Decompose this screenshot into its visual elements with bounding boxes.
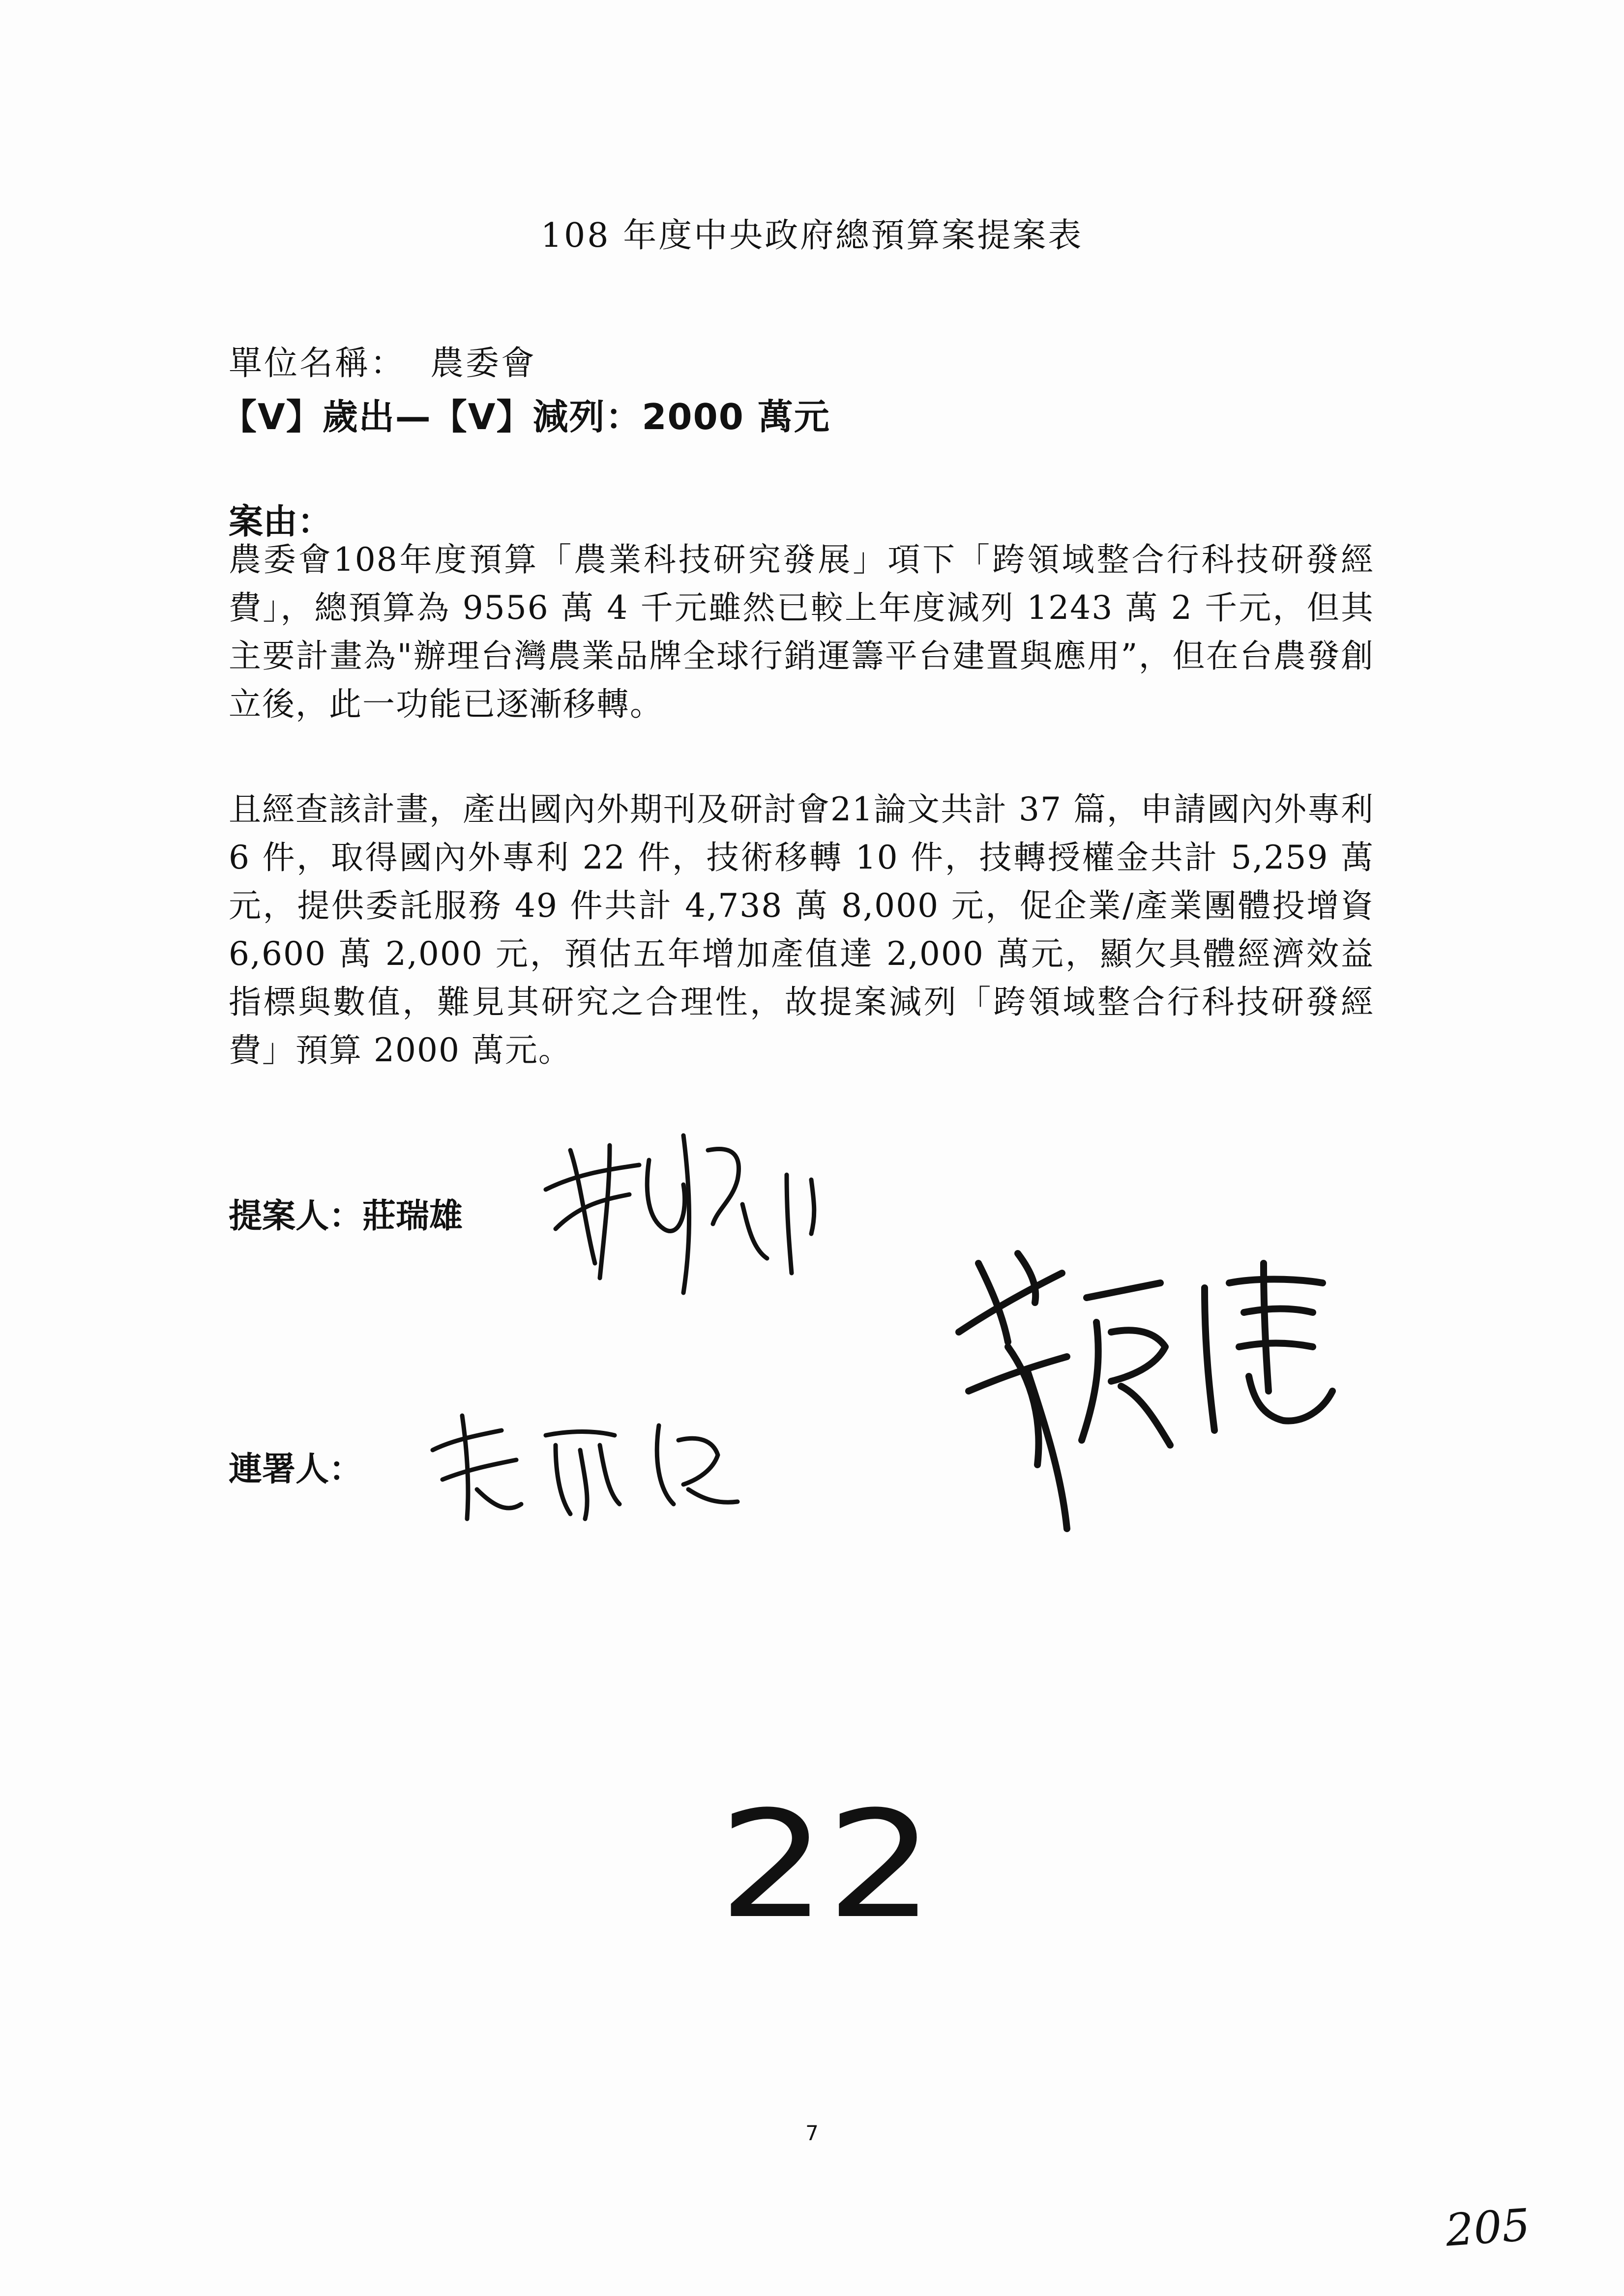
stamp-number: 205 bbox=[1444, 2199, 1532, 2257]
unit-line bbox=[229, 337, 536, 384]
cosigner-signature-small bbox=[423, 1406, 747, 1534]
reason-paragraph-2: 且經查該計畫，產出國內外期刊及研討會21論文共計 37 篇，申請國內外專利 6 件，取得國內外專利 22 件，技術移轉 10 件，技轉授權金共計 5,259 萬元，提供委託服務 49 件共計 4,738 萬 8,000 元，促企業/產業團體投增資 6,600 萬 2,000 元，預估五年增加產值達 2,000 萬元，顯欠具體經濟效益指標與數值，難見其研究之合理性，故提案減列「跨領域整合行科技研發經費」預算 2000 萬元。 bbox=[229, 790, 1374, 1069]
budget-line: 【V】歲出—【V】減列：2000 萬元 bbox=[221, 396, 830, 437]
cosigner-signature-large bbox=[949, 1234, 1372, 1548]
reason-paragraph-1: 農委會108年度預算「農業科技研究發展」項下「跨領域整合行科技研發經費」，總預算為 9556 萬 4 千元雖然已較上年度減列 1243 萬 2 千元，但其主要計畫為"辦理台灣農業品牌全球行銷運籌平台建置與應用”，但在台農發創立後，此一功能已逐漸移轉。 bbox=[229, 541, 1374, 723]
reason-heading: 案由： bbox=[229, 501, 332, 542]
document-title: 108 年度中央政府總預算案提案表 bbox=[540, 216, 1084, 255]
page-number: 7 bbox=[805, 2121, 819, 2145]
cosigner-label: 連署人： bbox=[229, 1450, 363, 1489]
unit-value: 農委會 bbox=[430, 344, 537, 383]
proposer-signature bbox=[536, 1116, 851, 1303]
proposer-label: 提案人：莊瑞雄 bbox=[229, 1197, 463, 1236]
unit-label: 單位名稱： bbox=[229, 344, 406, 383]
handwritten-number: 22 bbox=[718, 1779, 935, 1951]
